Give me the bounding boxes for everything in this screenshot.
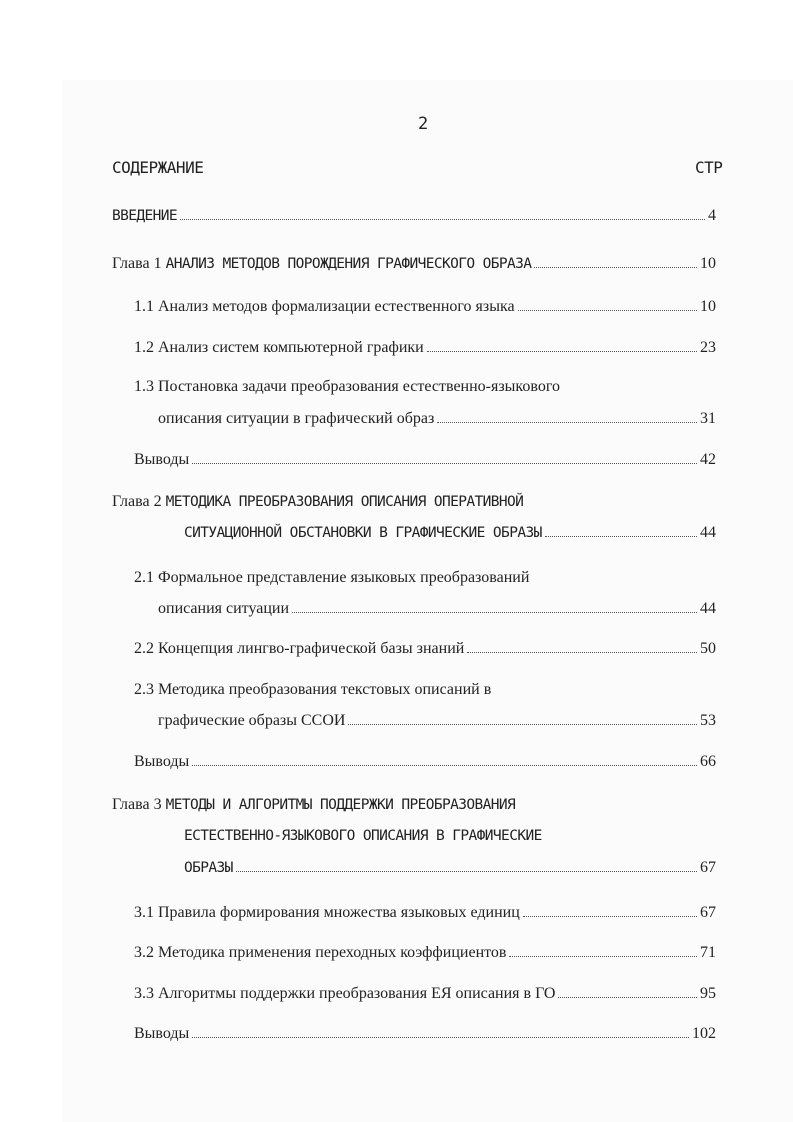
toc-entry-page: 44: [700, 524, 716, 541]
toc-entry-title: СИТУАЦИОННОЙ ОБСТАНОВКИ В ГРАФИЧЕСКИЕ ОБРАЗЫ: [184, 525, 542, 541]
dot-leader: [180, 219, 705, 220]
dot-leader: [523, 916, 697, 917]
toc-entry-chapter-3: [184, 858, 716, 878]
toc-entry-title: 2.2 Концепция лингво-графической базы знаний: [134, 640, 465, 657]
toc-entry-page: 42: [700, 451, 716, 468]
toc-entry-chapter-3-line2: ЕСТЕСТВЕННО-ЯЗЫКОВОГО ОПИСАНИЯ В ГРАФИЧЕСКИЕ: [184, 828, 542, 844]
dot-leader: [192, 765, 697, 766]
toc-entry-section-3-2: [134, 943, 716, 963]
toc-entry-section-3-3: [134, 984, 716, 1004]
toc-entry-conclusions-2: [134, 752, 716, 772]
toc-entry-section-2-2: [134, 639, 716, 659]
toc-entry-page: 102: [692, 1025, 716, 1042]
toc-entry-title: ОБРАЗЫ: [184, 860, 233, 876]
page-column-heading: СТР: [695, 158, 723, 177]
dot-leader: [558, 997, 697, 998]
toc-entry-title: 1.2 Анализ систем компьютерной графики: [134, 339, 424, 356]
dot-leader: [437, 422, 697, 423]
toc-entry-title: 3.2 Методика применения переходных коэффициентов: [134, 944, 507, 961]
toc-entry-title: ВВЕДЕНИЕ: [112, 208, 178, 224]
dot-leader: [192, 463, 697, 464]
dot-leader: [534, 267, 697, 268]
toc-entry-chapter-3-line1: [112, 795, 515, 815]
toc-entry-page: 10: [700, 255, 716, 272]
dot-leader: [545, 536, 697, 537]
chapter-prefix: Глава 2: [112, 493, 162, 510]
toc-entry-page: 23: [700, 339, 716, 356]
toc-entry-page: 67: [700, 904, 716, 921]
toc-entry-title: Выводы: [134, 451, 190, 468]
dot-leader: [292, 612, 697, 613]
toc-entry-page: 44: [700, 600, 716, 617]
toc-entry-section-2-1: [158, 599, 716, 619]
toc-entry-title: графические образы ССОИ: [158, 712, 346, 729]
chapter-prefix: Глава 3: [112, 796, 162, 813]
chapter-title: МЕТОДЫ И АЛГОРИТМЫ ПОДДЕРЖКИ ПРЕОБРАЗОВАНИЯ: [165, 797, 516, 813]
toc-entry-page: 67: [700, 859, 716, 876]
toc-entry-section-1-2: [134, 338, 716, 358]
dot-leader: [192, 1037, 689, 1038]
toc-entry-page: 31: [700, 410, 716, 427]
toc-entry-page: 95: [700, 985, 716, 1002]
dot-leader: [509, 956, 697, 957]
dot-leader: [236, 871, 697, 872]
toc-entry-conclusions-1: [134, 450, 716, 470]
chapter-title: МЕТОДИКА ПРЕОБРАЗОВАНИЯ ОПИСАНИЯ ОПЕРАТИВНОЙ: [165, 494, 524, 510]
toc-entry-page: 53: [700, 712, 716, 729]
toc-entry-section-2-3-line1: 2.3 Методика преобразования текстовых описаний в: [134, 681, 492, 698]
dot-leader: [348, 724, 697, 725]
toc-entry-title: 3.3 Алгоритмы поддержки преобразования ЕЯ описания в ГО: [134, 985, 556, 1002]
toc-entry-intro: [112, 206, 716, 226]
dot-leader: [427, 351, 697, 352]
toc-entry-chapter-2: [184, 523, 716, 543]
toc-entry-section-3-1: [134, 903, 716, 923]
toc-entry-page: 66: [700, 753, 716, 770]
toc-entry-chapter-2-line1: [112, 492, 523, 512]
chapter-prefix: Глава 1: [112, 255, 162, 272]
page-number: 2: [418, 114, 429, 134]
toc-entry-page: 10: [700, 298, 716, 315]
toc-entry-chapter-1: [112, 254, 716, 274]
toc-entry-title: описания ситуации в графический образ: [158, 410, 435, 427]
toc-entry-section-2-3: [158, 711, 716, 731]
toc-entry-title: [112, 254, 531, 274]
toc-entry-page: 50: [700, 640, 716, 657]
toc-entry-title: описания ситуации: [158, 600, 290, 617]
chapter-title: АНАЛИЗ МЕТОДОВ ПОРОЖДЕНИЯ ГРАФИЧЕСКОГО ОБРАЗА: [165, 256, 532, 272]
toc-entry-title: Выводы: [134, 753, 190, 770]
contents-heading: СОДЕРЖАНИЕ: [112, 158, 204, 177]
toc-entry-page: 4: [708, 207, 716, 224]
toc-entry-title: Выводы: [134, 1025, 190, 1042]
toc-entry-page: 71: [700, 944, 716, 961]
toc-entry-section-1-3: [158, 409, 716, 429]
dot-leader: [467, 652, 697, 653]
toc-entry-section-1-3-line1: 1.3 Постановка задачи преобразования естественно-языкового: [134, 378, 560, 395]
dot-leader: [518, 310, 697, 311]
toc-entry-section-1-1: [134, 297, 716, 317]
toc-entry-section-2-1-line1: 2.1 Формальное представление языковых преобразований: [134, 569, 530, 586]
toc-entry-conclusions-3: [134, 1024, 716, 1044]
toc-entry-title: 1.1 Анализ методов формализации естественного языка: [134, 298, 515, 315]
toc-entry-title: 3.1 Правила формирования множества языковых единиц: [134, 904, 520, 921]
